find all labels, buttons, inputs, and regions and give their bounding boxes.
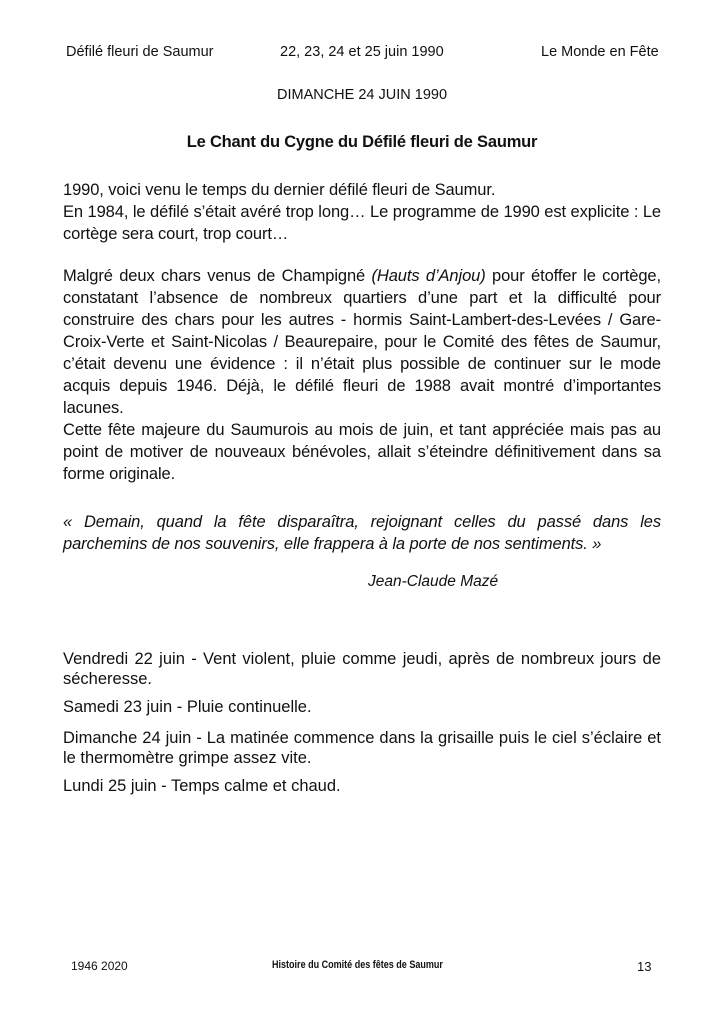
paragraph-2-italic: (Hauts d’Anjou)	[371, 267, 486, 285]
quote-author: Jean-Claude Mazé	[368, 573, 499, 590]
paragraph-2	[63, 265, 661, 419]
weather-monday: Lundi 25 juin - Temps calme et chaud.	[63, 777, 341, 795]
paragraph-3: Cette fête majeure du Saumurois au mois de juin, et tant appréciée mais pas au point de motiver de nouveaux bénévoles, allait s’éteindre définitivement dans sa forme originale.	[63, 421, 661, 483]
paragraph-1-line-1: 1990, voici venu le temps du dernier défilé fleuri de Saumur.	[63, 181, 496, 199]
weather-saturday: Samedi 23 juin - Pluie continuelle.	[63, 698, 312, 716]
weather-sunday: Dimanche 24 juin - La matinée commence dans la grisaille puis le ciel s’éclaire et le thermomètre grimpe assez vite.	[63, 729, 661, 767]
paragraph-2-end: pour étoffer le cortège, constatant l’absence de nombreux quartiers d’une part et la difficulté pour construire des chars pour les autres - hormis Saint-Lambert-des-Levées / Gare-Croix-Verte et Saint-Nicolas / Beaurepaire, pour le Comité des fêtes de Saumur, c’était devenu une évidence : il n’était plus possible de continuer sur le mode acquis depuis 1946. Déjà, le défilé fleuri de 1988 avait montré d’importantes lacunes.	[63, 267, 661, 417]
paragraph-2-start: Malgré deux chars venus de Champigné	[63, 267, 372, 285]
footer-center: Histoire du Comité des fêtes de Saumur	[272, 959, 443, 971]
header-center: 22, 23, 24 et 25 juin 1990	[280, 44, 444, 60]
page-title: Le Chant du Cygne du Défilé fleuri de Saumur	[186, 133, 538, 151]
quote-text: « Demain, quand la fête disparaîtra, rejoignant celles du passé dans les parchemins de nos souvenirs, elle frappera à la porte de nos sentiments. »	[63, 513, 661, 553]
footer-left: 1946 2020	[71, 959, 128, 973]
page-number: 13	[637, 959, 652, 974]
header-left: Défilé fleuri de Saumur	[66, 44, 214, 60]
date-line: DIMANCHE 24 JUIN 1990	[276, 87, 448, 103]
header-right: Le Monde en Fête	[541, 44, 659, 60]
weather-friday: Vendredi 22 juin - Vent violent, pluie comme jeudi, après de nombreux jours de sécheresse.	[63, 650, 661, 688]
paragraph-1-line-2: En 1984, le défilé s’était avéré trop long… Le programme de 1990 est explicite : Le cortège sera court, trop court…	[63, 203, 661, 243]
paragraph-1	[63, 179, 661, 245]
